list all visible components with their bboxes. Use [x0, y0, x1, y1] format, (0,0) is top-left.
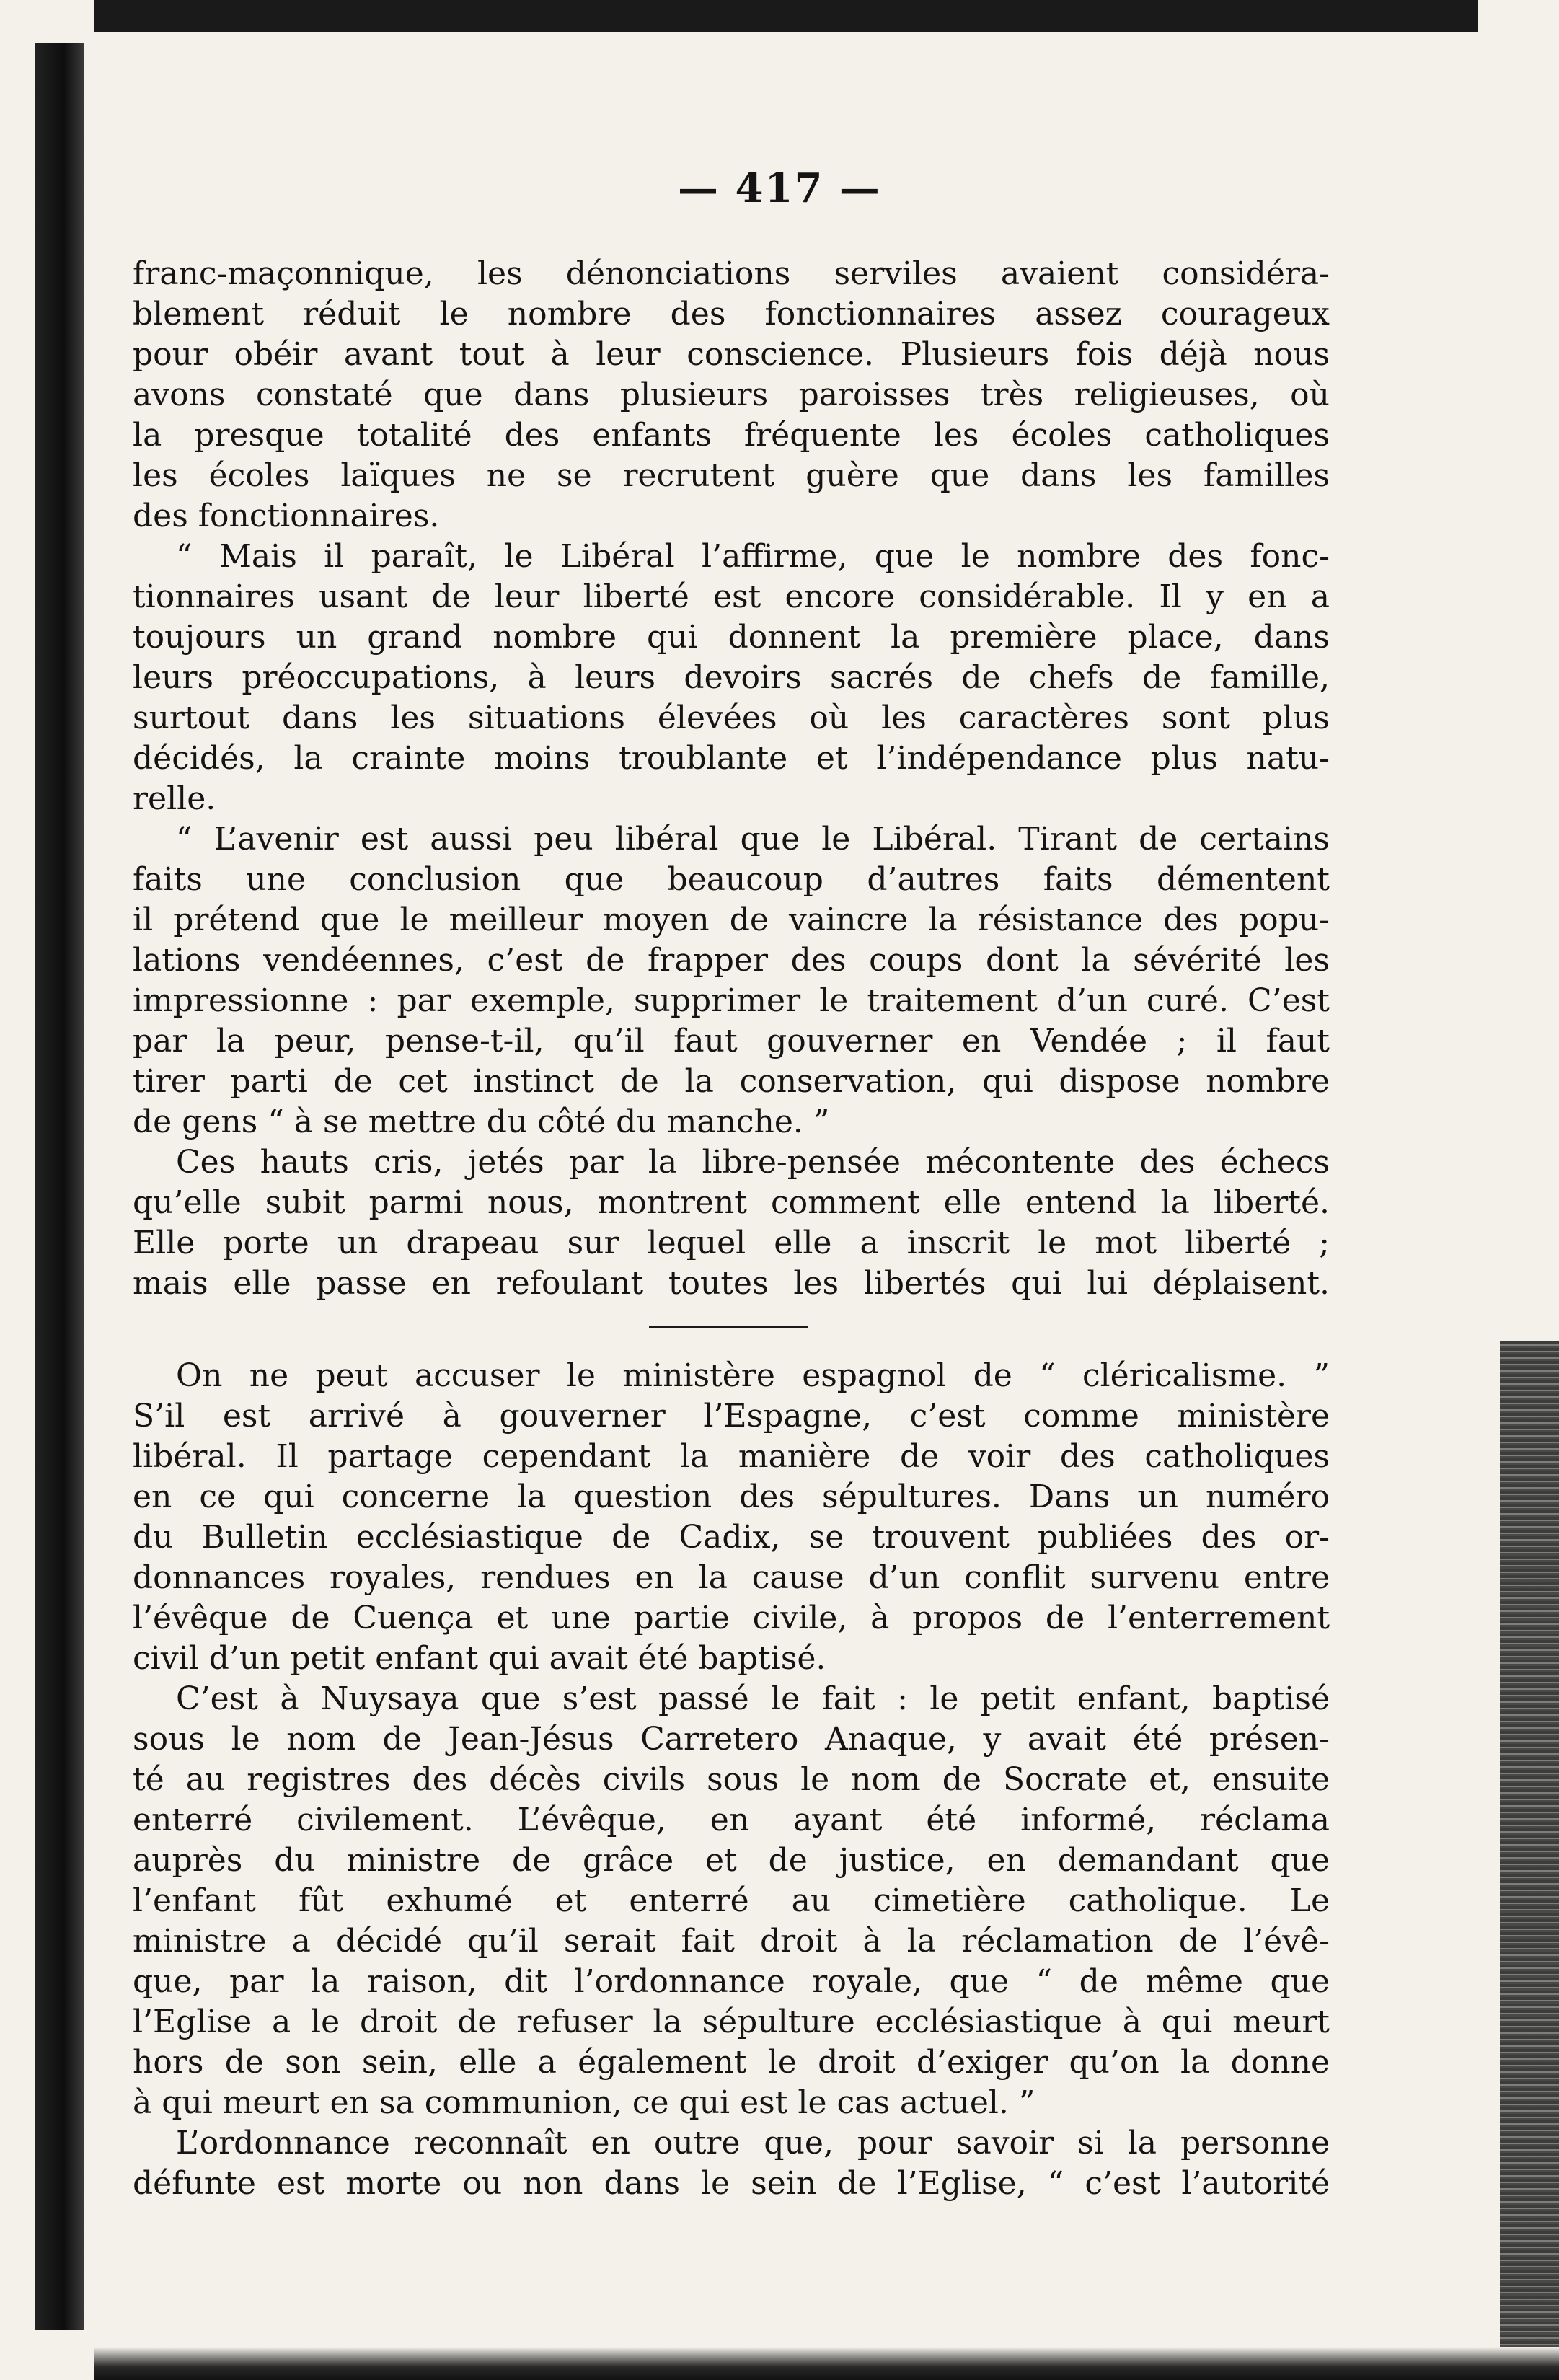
- text-line: té au registres des décès civils sous le nom de Socrate et, ensuite: [133, 1761, 1330, 1798]
- text-line: S’il est arrivé à gouverner l’Espagne, c’est comme ministère: [133, 1398, 1330, 1434]
- text-line: la presque totalité des enfants fréquente les écoles catholiques: [133, 417, 1330, 454]
- text-line: libéral. Il partage cependant la manière de voir des catholiques: [133, 1438, 1330, 1475]
- text-line: en ce qui concerne la question des sépultures. Dans un numéro: [133, 1478, 1330, 1515]
- text-line: surtout dans les situations élevées où les caractères sont plus: [133, 700, 1330, 736]
- text-line: pour obéir avant tout à leur conscience. Plusieurs fois déjà nous: [133, 336, 1330, 373]
- text-line: L’ordonnance reconnaît en outre que, pour savoir si la personne: [176, 2125, 1330, 2161]
- text-line: tionnaires usant de leur liberté est encore considérable. Il y en a: [133, 578, 1330, 615]
- text-line: mais elle passe en refoulant toutes les libertés qui lui déplaisent.: [133, 1265, 1330, 1302]
- text-line: “ L’avenir est aussi peu libéral que le Libéral. Tirant de certains: [176, 821, 1330, 858]
- text-block-2: [133, 1356, 1330, 2204]
- section-divider: [649, 1326, 808, 1328]
- text-line: par la peur, pense-t-il, qu’il faut gouverner en Vendée ; il faut: [133, 1023, 1330, 1059]
- text-line: impressionne : par exemple, supprimer le traitement d’un curé. C’est: [133, 982, 1330, 1019]
- scan-edge-bottom: [94, 2347, 1559, 2380]
- page-number: — 417 —: [678, 164, 881, 212]
- text-line: les écoles laïques ne se recrutent guère que dans les familles: [133, 457, 1330, 494]
- text-line: sous le nom de Jean-Jésus Carretero Anaque, y avait été présen-: [133, 1721, 1330, 1758]
- text-line: l’Eglise a le droit de refuser la sépulture ecclésiastique à qui meurt: [133, 2004, 1330, 2040]
- text-line: l’évêque de Cuença et une partie civile, à propos de l’enterrement: [133, 1600, 1330, 1636]
- text-line: “ Mais il paraît, le Libéral l’affirme, que le nombre des fonc-: [176, 538, 1330, 575]
- text-line: faits une conclusion que beaucoup d’autres faits démentent: [133, 861, 1330, 898]
- text-line: enterré civilement. L’évêque, en ayant été informé, réclama: [133, 1802, 1330, 1838]
- text-line: civil d’un petit enfant qui avait été baptisé.: [133, 1640, 826, 1677]
- scan-edge-right: [1500, 1341, 1559, 2380]
- text-line: C’est à Nuysaya que s’est passé le fait : le petit enfant, baptisé: [176, 1680, 1330, 1717]
- text-line: qu’elle subit parmi nous, montrent comment elle entend la liberté.: [133, 1184, 1330, 1221]
- text-line: Elle porte un drapeau sur lequel elle a inscrit le mot liberté ;: [133, 1225, 1330, 1261]
- text-line: il prétend que le meilleur moyen de vaincre la résistance des popu-: [133, 902, 1330, 938]
- text-line: auprès du ministre de grâce et de justice, en demandant que: [133, 1842, 1330, 1879]
- text-line: ministre a décidé qu’il serait fait droit à la réclamation de l’évê-: [133, 1923, 1330, 1960]
- text-line: des fonctionnaires.: [133, 498, 440, 534]
- text-line: défunte est morte ou non dans le sein de l’Eglise, “ c’est l’autorité: [133, 2165, 1330, 2202]
- text-line: blement réduit le nombre des fonctionnaires assez courageux: [133, 296, 1330, 332]
- text-line: lations vendéennes, c’est de frapper des coups dont la sévérité les: [133, 942, 1330, 979]
- text-line: que, par la raison, dit l’ordonnance royale, que “ de même que: [133, 1963, 1330, 2000]
- text-block-1: [133, 254, 1330, 1304]
- text-line: donnances royales, rendues en la cause d’un conflit survenu entre: [133, 1559, 1330, 1596]
- text-line: l’enfant fût exhumé et enterré au cimetière catholique. Le: [133, 1882, 1330, 1919]
- text-line: On ne peut accuser le ministère espagnol de “ cléricalisme. ”: [176, 1357, 1330, 1394]
- text-line: du Bulletin ecclésiastique de Cadix, se trouvent publiées des or-: [133, 1519, 1330, 1556]
- text-line: Ces hauts cris, jetés par la libre-pensée mécontente des échecs: [176, 1144, 1330, 1181]
- text-line: tirer parti de cet instinct de la conservation, qui dispose nombre: [133, 1063, 1330, 1100]
- text-line: relle.: [133, 780, 216, 817]
- scan-edge-top: [94, 0, 1478, 32]
- text-line: hors de son sein, elle a également le droit d’exiger qu’on la donne: [133, 2044, 1330, 2081]
- text-line: à qui meurt en sa communion, ce qui est le cas actuel. ”: [133, 2084, 1035, 2121]
- text-line: toujours un grand nombre qui donnent la première place, dans: [133, 619, 1330, 656]
- text-line: leurs préoccupations, à leurs devoirs sacrés de chefs de famille,: [133, 659, 1330, 696]
- text-line: avons constaté que dans plusieurs paroisses très religieuses, où: [133, 376, 1330, 413]
- text-line: décidés, la crainte moins troublante et l’indépendance plus natu-: [133, 740, 1330, 777]
- text-line: franc-maçonnique, les dénonciations serviles avaient considéra-: [133, 255, 1330, 292]
- text-line: de gens “ à se mettre du côté du manche. ”: [133, 1103, 830, 1140]
- scan-edge-left: [35, 43, 84, 2330]
